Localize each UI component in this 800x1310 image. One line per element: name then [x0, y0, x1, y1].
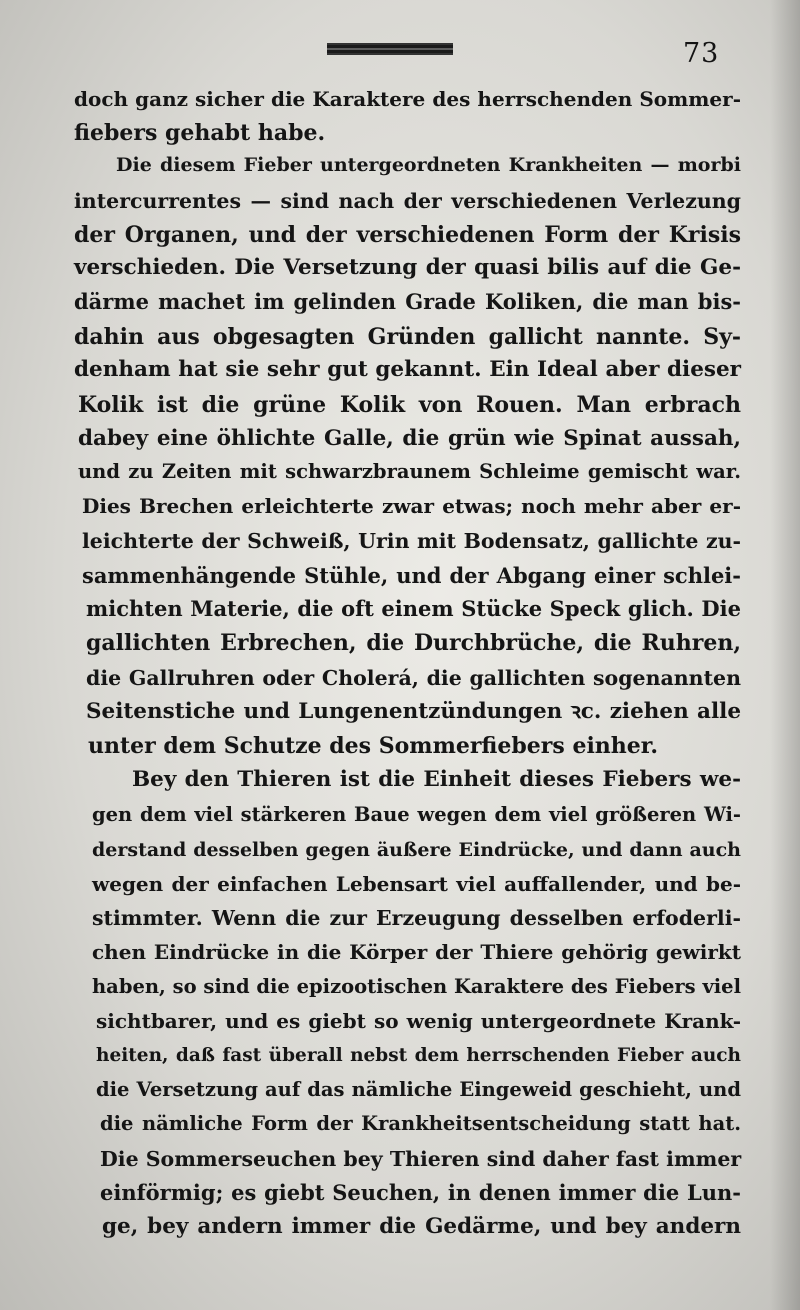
text-line: der Organen, und der verschiedenen Form der Krisis	[74, 222, 741, 248]
text-line: wegen der einfachen Lebensart viel auffallender, und be-	[92, 872, 741, 896]
text-line: Seitenstiche und Lungenentzündungen ꝛc. ziehen alle	[86, 699, 741, 724]
header-rule	[327, 43, 453, 55]
text-line: ge, bey andern immer die Gedärme, und bey andern	[102, 1214, 741, 1239]
text-line: stimmter. Wenn die zur Erzeugung desselben erfoderli-	[92, 906, 741, 930]
text-line: sammenhängende Stühle, und der Abgang einer schlei-	[82, 563, 741, 588]
text-line: dahin aus obgesagten Gründen gallicht nannte. Sy-	[74, 324, 741, 350]
text-line: doch ganz sicher die Karaktere des herrschenden Sommer-	[74, 87, 741, 111]
text-line: dabey eine öhlichte Galle, die grün wie Spinat aussah,	[78, 426, 741, 451]
text-line: fiebers gehabt habe.	[74, 120, 326, 146]
text-line: denham hat sie sehr gut gekannt. Ein Ideal aber dieser	[74, 357, 741, 382]
text-line: intercurrentes — sind nach der verschiedenen Verlezung	[74, 189, 741, 213]
text-line: unter dem Schutze des Sommerfiebers einher.	[88, 733, 659, 759]
text-line: verschieden. Die Versetzung der quasi bilis auf die Ge-	[74, 255, 741, 280]
text-line: Die Sommerseuchen bey Thieren sind daher fast immer	[100, 1147, 742, 1171]
text-line: gen dem viel stärkeren Baue wegen dem viel größeren Wi-	[92, 803, 741, 826]
text-line: und zu Zeiten mit schwarzbraunem Schleime gemischt war.	[78, 460, 741, 483]
text-line: Die diesem Fieber untergeordneten Krankheiten — morbi	[116, 154, 741, 176]
text-line: haben, so sind die epizootischen Karaktere des Fiebers viel	[92, 975, 741, 998]
text-line: leichterte der Schweiß, Urin mit Bodensatz, gallichte zu-	[82, 529, 741, 553]
text-line: gallichten Erbrechen, die Durchbrüche, die Ruhren,	[86, 630, 741, 656]
text-line: därme machet im gelinden Grade Koliken, die man bis-	[74, 289, 741, 314]
text-line: die Versetzung auf das nämliche Eingeweid geschieht, und	[96, 1078, 741, 1101]
text-line: die Gallruhren oder Cholerá, die gallichten sogenannten	[86, 666, 741, 690]
page-number: 73	[683, 38, 720, 69]
text-line: sichtbarer, und es giebt so wenig untergeordnete Krank-	[96, 1009, 741, 1033]
text-line: die nämliche Form der Krankheitsentscheidung statt hat.	[100, 1112, 741, 1135]
page-shadow-edge	[770, 0, 800, 1310]
text-line: derstand desselben gegen äußere Eindrücke, und dann auch	[92, 839, 741, 861]
text-line: Kolik ist die grüne Kolik von Rouen. Man erbrach	[78, 392, 741, 418]
text-line: chen Eindrücke in die Körper der Thiere gehörig gewirkt	[92, 940, 741, 964]
text-line: Dies Brechen erleichterte zwar etwas; noch mehr aber er-	[82, 494, 741, 518]
text-line: heiten, daß fast überall nebst dem herrschenden Fieber auch	[96, 1045, 741, 1066]
text-line: michten Materie, die oft einem Stücke Speck glich. Die	[86, 596, 741, 621]
text-line: einförmig; es giebt Seuchen, in denen immer die Lun-	[100, 1180, 741, 1205]
text-line: Bey den Thieren ist die Einheit dieses Fiebers we-	[132, 767, 741, 792]
